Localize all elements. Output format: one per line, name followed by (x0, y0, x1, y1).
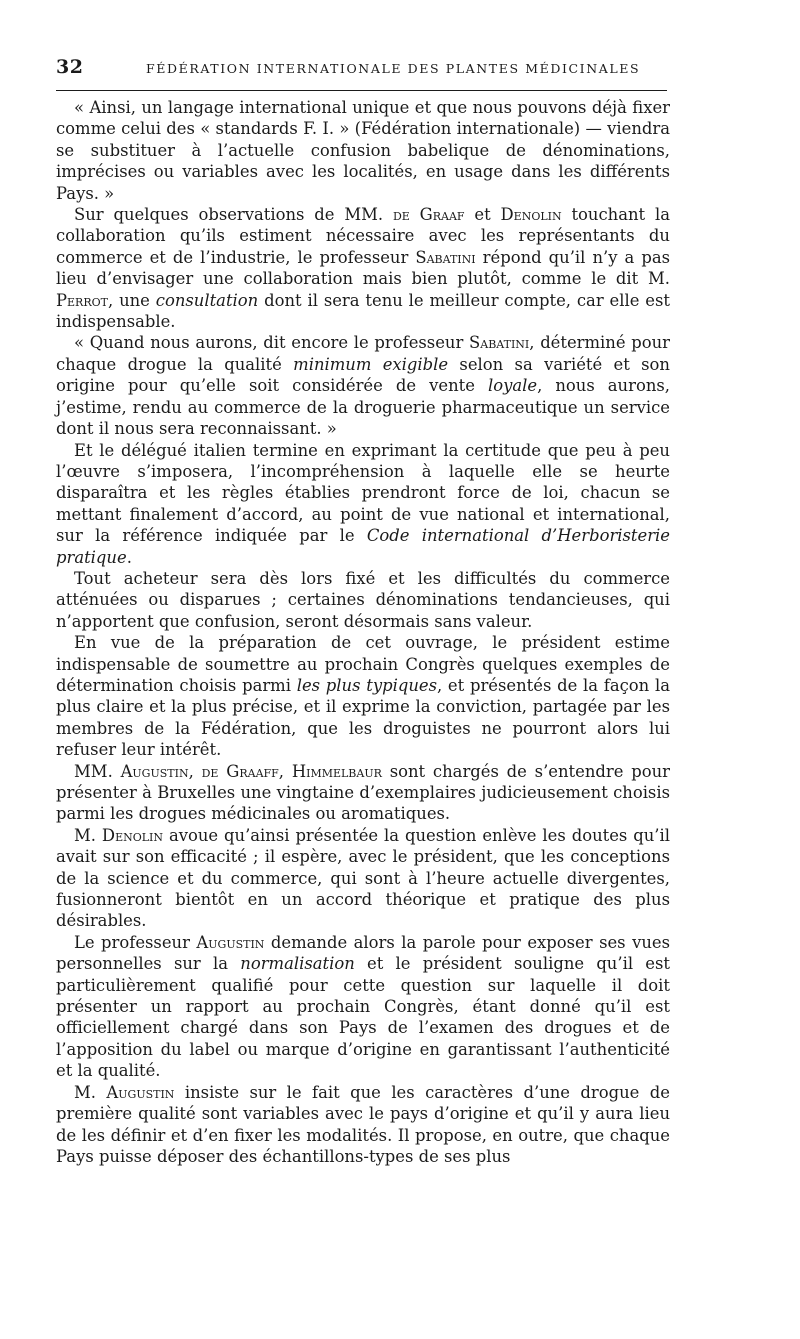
person-name: Sabatini (415, 247, 476, 267)
paragraph: Tout acheteur sera dès lors fixé et les difficultés du commerce atténuées ou disparues ; certaines dénominations tendancieuses, qui n’apportent que confusion, seront désormais sans valeur. (56, 568, 670, 631)
emphasis: les plus typiques (296, 675, 437, 695)
page-header (56, 56, 666, 80)
page-number: 32 (56, 56, 84, 78)
paragraph: Sur quelques observations de MM. de Graaf et Denolin touchant la collaboration qu’ils estiment nécessaire avec les représentants du commerce et de l’industrie, le professeur Sabatini répond qu’il n’y a pas lieu d’envisager une collaboration mais bien plutôt, comme le dit M. Perrot, une consultation dont il sera tenu le meilleur compte, car elle est indispensable. (56, 205, 670, 332)
header-rule (56, 90, 667, 91)
person-name: Augustin (120, 761, 189, 781)
person-name: Denolin (500, 205, 562, 225)
person-name: Himmelbaur (291, 761, 382, 781)
person-name: de Graaf (392, 205, 465, 225)
person-name: Denolin (101, 825, 164, 845)
paragraph: Et le délégué italien termine en exprimant la certitude que peu à peu l’œuvre s’imposera, l’incompréhension à laquelle elle se heurte disparaîtra et les règles établies prendront force de loi, chacun se mettant finalement d’accord, au point de vue national et international, sur la référence indiquée par le Code international d’Herboristerie pratique. (56, 440, 671, 567)
person-name: Perrot (56, 290, 108, 310)
paragraph: MM. Augustin, de Graaff, Himmelbaur sont chargés de s’entendre pour présenter à Bruxelles une vingtaine d’exemplaires judicieusement choisis parmi les drogues médicinales ou aromatiques. (56, 761, 670, 824)
paragraph: « Quand nous aurons, dit encore le professeur Sabatini, déterminé pour chaque drogue la qualité minimum exigible selon sa variété et son origine pour qu’elle soit considérée de vente loyale, nous aurons, j’estime, rendu au commerce de la droguerie pharmaceutique un service dont il nous sera reconnaissant. » (56, 333, 670, 439)
paragraph: Le professeur Augustin demande alors la parole pour exposer ses vues personnelles sur la normalisation et le président souligne qu’il est particulièrement qualifié pour cette question sur laquelle il doit présenter un rapport au prochain Congrès, étant donné qu’il est officiellement chargé dans son Pays de l’examen des drogues et de l’apposition du label ou marque d’origine en garantissant l’authenticité et la qualité. (56, 932, 671, 1081)
paragraph: M. Denolin avoue qu’ainsi présentée la question enlève les doutes qu’il avait sur son efficacité ; il espère, avec le président, que les conceptions de la science et du commerce, qui sont à l’heure actuelle divergentes, fusionneront bientôt en un accord théorique et pratique des plus désirables. (56, 825, 670, 931)
person-name: Sabatini (469, 333, 530, 353)
body-text (56, 97, 670, 1167)
emphasis: minimum exigible (293, 354, 449, 374)
book-title: Code international d’Herboristerie pratique (56, 526, 671, 567)
emphasis: normalisation (240, 954, 355, 974)
person-name: Augustin (196, 932, 265, 952)
paragraph: M. Augustin insiste sur le fait que les caractères d’une drogue de première qualité sont variables avec le pays d’origine et qu’il y aura lieu de les définir et d’en fixer les modalités. Il propose, en outre, que chaque Pays puisse déposer des échantillons-types de ses plus (56, 1082, 670, 1166)
emphasis: loyale (487, 376, 538, 396)
person-name: de Graaff (201, 761, 279, 781)
paragraph: En vue de la préparation de cet ouvrage, le président estime indispensable de soumettre au prochain Congrès quelques exemples de détermination choisis parmi les plus typiques, et présentés de la façon la plus claire et la plus précise, et il exprime la conviction, partagée par les membres de la Fédération, que les droguistes ne pourront alors lui refuser leur intérêt. (56, 633, 670, 760)
emphasis: consultation (155, 290, 259, 310)
person-name: Augustin (106, 1082, 175, 1102)
paragraph: « Ainsi, un langage international unique et que nous pouvons déjà fixer comme celui des « standards F. I. » (Fédération internationale) — viendra se substituer à l’actuelle confusion babelique de dénominations, imprécises ou variables avec les localités, en usage dans les différents Pays. » (56, 98, 670, 203)
running-head: FÉDÉRATION INTERNATIONALE DES PLANTES MÉDICINALES (146, 61, 641, 76)
